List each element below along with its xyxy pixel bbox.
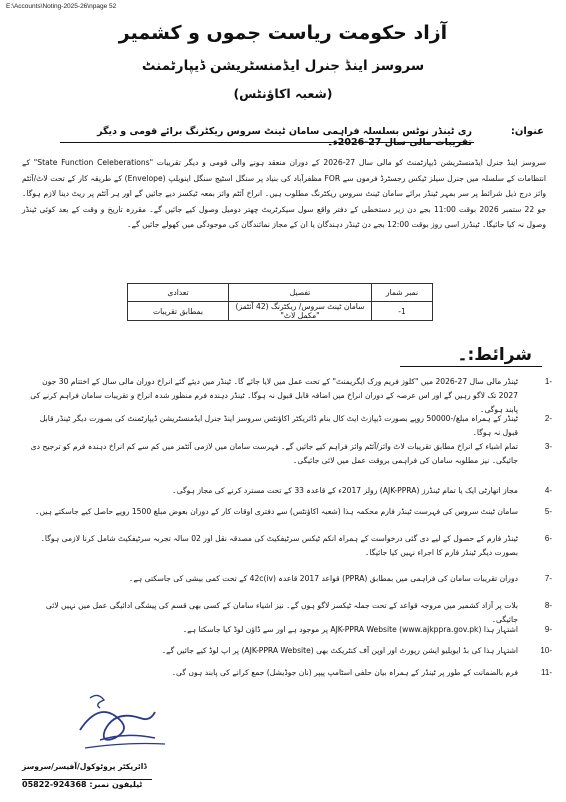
condition-number: -7 — [544, 574, 552, 583]
header-description: تفصیل — [229, 284, 372, 302]
table-row — [128, 302, 433, 321]
condition-number: -11 — [541, 668, 552, 677]
condition-number: -4 — [544, 486, 552, 495]
condition-text: اشتہار ہذا کی بڈ ایویلیو ایشن رپورٹ اور اوپن آف کنٹریکٹ بھی (AJK-PPRA Website) پر اپ لوڈ کیے جائیں گے۔ — [161, 646, 518, 655]
government-title: آزاد حکومت ریاست جموں و کشمیر — [118, 22, 448, 44]
condition-item — [30, 532, 552, 560]
condition-item — [30, 666, 552, 680]
section-title: (شعبہ اکاؤنٹس) — [233, 86, 333, 101]
signature-image — [70, 690, 190, 760]
department-title: سروسز اینڈ جنرل ایڈمنسٹریشن ڈیپارٹمنٹ — [141, 58, 425, 74]
subject-label: عنوان: — [510, 126, 544, 137]
condition-number: -9 — [544, 625, 552, 634]
items-table — [127, 283, 433, 321]
condition-number: -3 — [544, 442, 552, 451]
condition-number: -10 — [540, 646, 552, 655]
condition-item — [30, 505, 552, 519]
conditions-heading: شرائط:۔ — [457, 345, 532, 365]
condition-item — [30, 572, 552, 586]
condition-text: بلات پر آزاد کشمیر میں مروجہ قواعد کے تحت جملہ ٹیکسز لاگو ہوں گے۔ نیز اشیاء سامان کے کسی بھی قسم کی پیشگی ادائیگی عمل میں نہیں لائی جائیگی۔ — [45, 601, 518, 624]
condition-text: ٹینڈر فارم کے حصول کے لیے دی گئی درخواست کے ہمراہ انکم ٹیکس سرٹیفکیٹ کی مصدقہ نقل اور 02 سالہ تجربہ سرٹیفکیٹ شامل کرنا لازمی ہوگا۔ بصورت دیگر ٹینڈر فارم کا اجراء نہیں کیا جائیگا۔ — [40, 534, 518, 557]
phone-number: ٹیلیفون نمبر: 924368-05822 — [22, 780, 143, 789]
subject-line — [60, 126, 544, 148]
condition-text: ٹینڈر مالی سال 27-2026 میں "کلوز فریم ورک ایگریمنٹ" کے تحت عمل میں لایا جائے گا۔ ٹینڈر میں دیئے گئے انراخ دوران مالی سال کے اختتام 30 جون 2027 تک لاگو رہیں گے اور اس عرصہ کے دوران انراخ میں اضافہ قابل قبول نہ ہوگا۔ ٹینڈر دہندہ فرم منظور شدہ انراخ و تقریبات سامان فراہم کرنے کی پابند ہوگی۔ — [30, 377, 518, 414]
signature-caption: ڈائریکٹر پروٹوکول/آفیسر/سروسز — [22, 762, 147, 771]
conditions-underline — [400, 366, 542, 367]
condition-number: -6 — [544, 534, 552, 543]
condition-text: فرم بالضمانت کے طور پر ٹینڈر کے ہمراہ بیان حلفی اسٹامپ پیپر (نان جوڈیشل) جمع کرانے کی پابند ہوں گی۔ — [171, 668, 518, 677]
condition-number: -8 — [544, 601, 552, 610]
condition-text: ٹینڈر کے ہمراہ مبلغ/-50000 روپے بصورت ڈیپازٹ ایٹ کال بنام ڈائریکٹر اکاؤنٹس سروسز اینڈ جنرل ایڈمنسٹریشن ڈیپارٹمنٹ کی بصورت دیگر ٹینڈر قابل قبول نہ ہوگا۔ — [39, 414, 518, 437]
items-table-header-row — [128, 284, 433, 302]
row-quantity: بمطابق تقریبات — [128, 302, 229, 321]
condition-text: دوران تقریبات سامان کی فراہمی میں بمطابق (PPRA) قواعد 2017 قاعدہ 42c(iv) کے تحت کمی بیشی کی جاسکتی ہے۔ — [128, 574, 518, 583]
condition-item — [30, 623, 552, 637]
file-path-label: E:\Accounts\Noting-2025-26\npage 52 — [6, 3, 117, 10]
row-description: سامان ٹینٹ سروس/ ریکٹرنگ (42 آئٹمز) "مکمل لاٹ" — [229, 302, 372, 321]
condition-item — [30, 412, 552, 440]
condition-item — [30, 440, 552, 468]
condition-text: تمام اشیاء کے انراخ مطابق تقریبات لاٹ وائز/آئٹم وائز فراہم کیے جائیں گے۔ فہرست سامان میں لازمی آئٹمز میں کم سے کم انراخ دہندہ فرم کو ترجیح دی جائیگی۔ نیز مطلوبہ سامان کی فراہمی بروقت عمل میں لائی جائیگی۔ — [30, 442, 518, 465]
condition-item — [30, 375, 552, 417]
condition-item — [30, 484, 552, 498]
row-serial: 1- — [372, 302, 433, 321]
header-quantity: تعدادی — [128, 284, 229, 302]
subject-underline — [60, 142, 474, 143]
subject-text: ری ٹینڈر نوٹس بسلسلہ فراہمی سامان ٹینٹ سروس ریکٹرنگ برائے قومی و دیگر تقریبات مالی سال 27-2026ء۔ — [97, 126, 472, 148]
condition-text: اشتہار ہذا AJK-PPRA Website (www.ajkppra.gov.pk) پر موجود ہے اور سے ڈاؤن لوڈ کیا جاسکتا ہے۔ — [182, 625, 518, 634]
condition-number: -1 — [544, 377, 552, 386]
condition-text: مجاز اتھارٹی ایک یا تمام ٹینڈرز (AJK-PPRA) رولز 2017ء کے قاعدہ 33 کے تحت مسترد کرنے کی مجاز ہوگی۔ — [172, 486, 518, 495]
condition-number: -2 — [544, 414, 552, 423]
condition-item — [30, 644, 552, 658]
condition-number: -5 — [544, 507, 552, 516]
header-serial: نمبر شمار — [372, 284, 433, 302]
notice-body: سروسز اینڈ جنرل ایڈمنسٹریشن ڈیپارٹمنٹ کو مالی سال 27-2026 کے دوران منعقد ہونے والی قومی و دیگر تقریبات "State Function Celeberations" کے انتظامات کے سلسلہ میں جنرل سیلز ٹیکس رجسٹرڈ فرموں سے FOR مظفرآباد کی بنیاد پر سنگل اسٹیج سنگل اینویلپ (Envelope) کے طریقہ کار کے تحت لاٹ/آئٹم وائز درج ذیل شرائط پر سر بمہر ٹینڈر برائے سامان ٹینٹ سروس ریکٹرنگ مطلوب ہیں۔ انراخ آئٹم وائز بمعہ ٹیکسز دیے جائیں گے اور ہر آئٹم پر ریٹ دینا لازم ہوگا۔ جو 22 ستمبر 2026 بوقت 11:00 بجے دن زیر دستخطی کے دفتر واقع سول سیکرٹریٹ چھتر دومیل وصول کیے جائیں گے۔ مقررہ تاریخ و وقت کے بعد کوئی ٹینڈر وصول نہ کیا جائیگا۔ ٹینڈرز اسی روز بوقت 12:00 بجے دن ٹینڈر دہندگان یا ان کے مجاز نمائندگان کی موجودگی میں کھولے جائیں گے۔ — [22, 158, 547, 230]
condition-text: سامان ٹینٹ سروس کی فہرست ٹینڈر فارم محکمہ ہذا (شعبہ اکاؤنٹس) سے دفتری اوقات کار کے دوران بعوض مبلغ 1500 روپے حاصل کیے جاسکتے ہیں۔ — [35, 507, 518, 516]
